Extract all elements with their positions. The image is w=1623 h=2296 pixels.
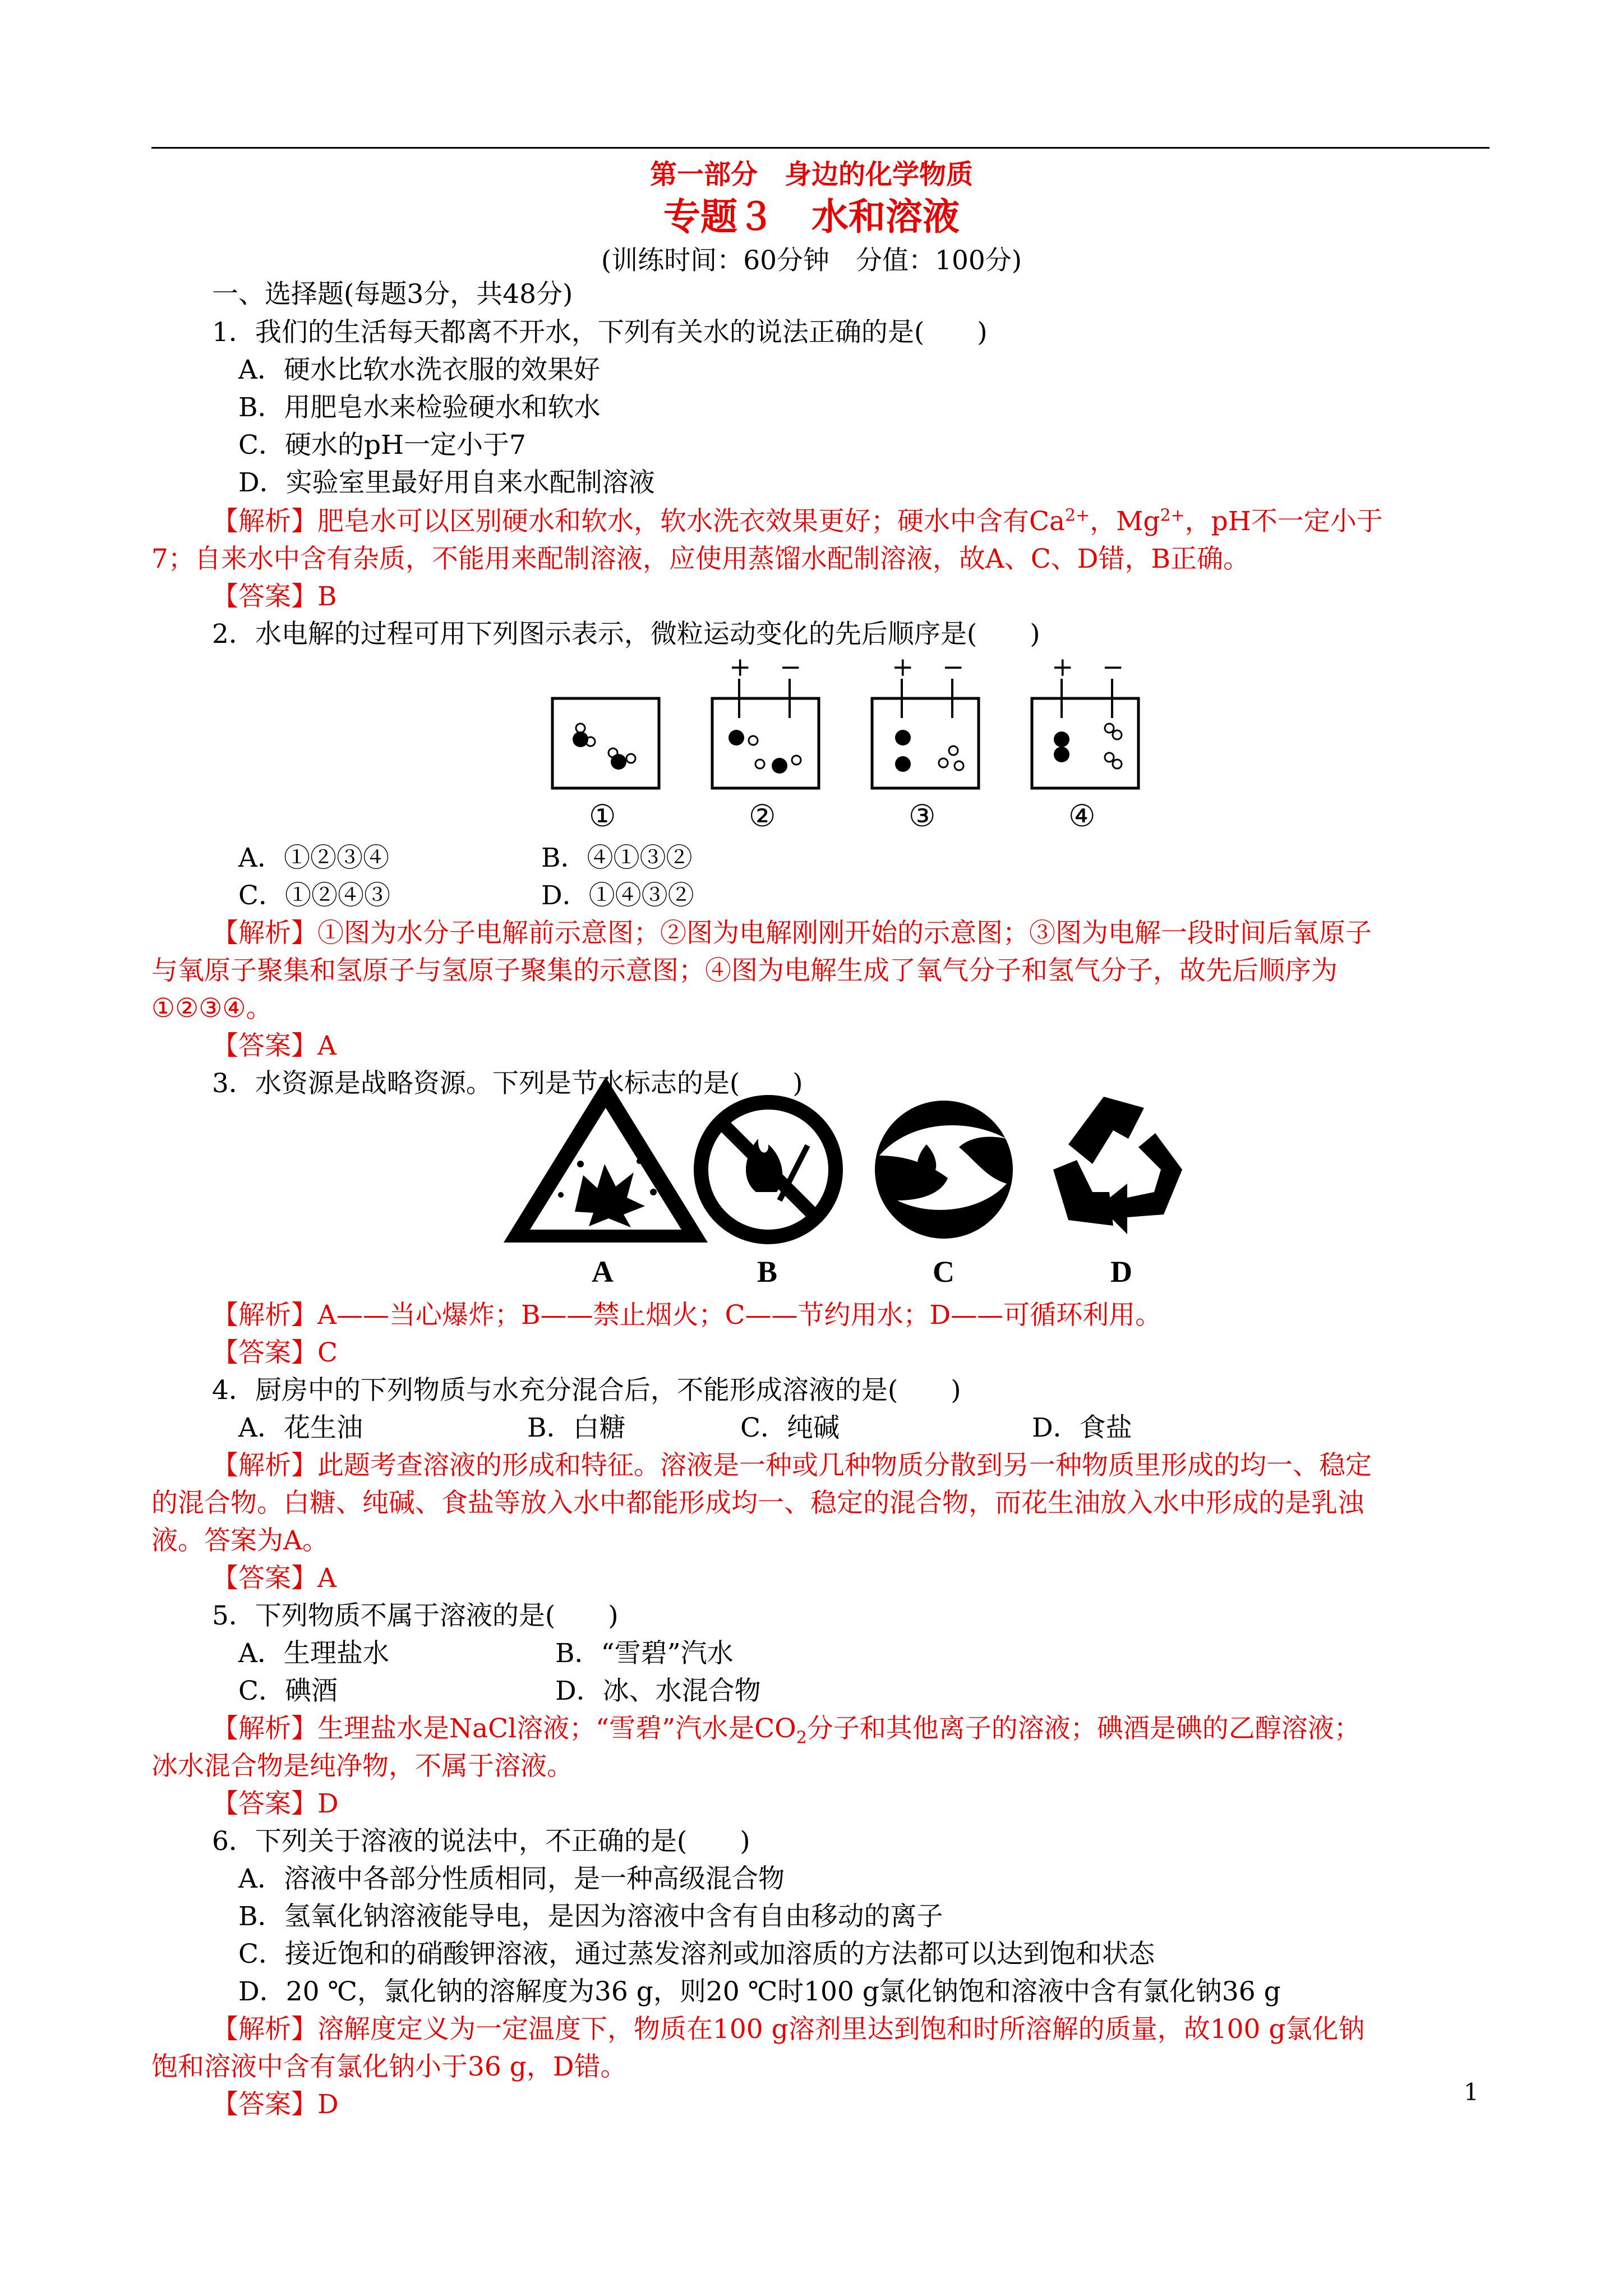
- q6-option-c: C．接近饱和的硝酸钾溶液，通过蒸发溶剂或加溶质的方法都可以达到饱和状态: [238, 1939, 1155, 1970]
- q6-option-b: B．氢氧化钠溶液能导电，是因为溶液中含有自由移动的离子: [238, 1901, 943, 1932]
- q1-option-c: C．硬水的pH一定小于7: [238, 430, 526, 461]
- figure-label-1: ①: [589, 798, 616, 834]
- q4-stem: 4．厨房中的下列物质与水充分混合后，不能形成溶液的是( ): [212, 1375, 961, 1406]
- box3-plus: +: [892, 652, 914, 683]
- q2-option-b: B．④①③②: [541, 843, 693, 873]
- q5-option-b: B．“雪碧”汽水: [555, 1638, 734, 1669]
- icon-label-c: C: [933, 1255, 955, 1289]
- q1-stem: 1．我们的生活每天都离不开水，下列有关水的说法正确的是( ): [212, 317, 988, 348]
- q5-analysis-line-1: 【解析】生理盐水是NaCl溶液；“雪碧”汽水是$CO_2$分子和其他离子的溶液；碘酒是碘的乙醇溶液；: [212, 1713, 1361, 1748]
- q4-option-a: A．花生油: [238, 1412, 363, 1443]
- topic-title: 专题３ 水和溶液: [663, 195, 960, 238]
- q5-option-a: A．生理盐水: [238, 1638, 389, 1669]
- page-number: 1: [1464, 2078, 1479, 2106]
- q2-analysis-line-2: 与氧原子聚集和氢原子与氢原子聚集的示意图；④图为电解生成了氧气分子和氢气分子，故先后顺序为: [151, 955, 1338, 986]
- q1-option-b: B．用肥皂水来检验硬水和软水: [238, 392, 601, 423]
- q4-analysis-line-1: 【解析】此题考查溶液的形成和特征。溶液是一种或几种物质分散到另一种物质里形成的均一、稳定: [212, 1450, 1372, 1481]
- q1-option-d: D．实验室里最好用自来水配制溶液: [238, 467, 655, 498]
- q2-option-c: C．①②④③: [238, 880, 390, 911]
- q3-stem: 3．水资源是战略资源。下列是节水标志的是( ): [212, 1068, 803, 1099]
- q4-option-c: C．纯碱: [740, 1412, 840, 1443]
- q2-option-a: A．①②③④: [238, 843, 389, 873]
- q1-analysis-line-2: 7；自来水中含有杂质，不能用来配制溶液，应使用蒸馏水配制溶液，故A、C、D错，B正确。: [151, 544, 1250, 574]
- box3-minus: −: [942, 652, 965, 683]
- electrolysis-box-4: [1032, 679, 1138, 788]
- q6-answer: 【答案】D: [212, 2089, 339, 2120]
- box2-plus: +: [729, 652, 751, 683]
- q2-analysis-line-3: ①②③④。: [151, 993, 273, 1024]
- q1-option-a: A．硬水比软水洗衣服的效果好: [238, 355, 600, 385]
- figure-label-3: ③: [909, 798, 936, 834]
- no-fire-icon: [701, 1102, 836, 1237]
- q1-analysis-line-1: 【解析】肥皂水可以区别硬水和软水，软水洗衣效果更好；硬水中含有$Ca^{2+}$，$Mg^{2+}$，pH不一定小于: [212, 505, 1383, 537]
- q4-option-b: B．白糖: [527, 1412, 626, 1443]
- electrolysis-box-2: [712, 679, 819, 788]
- figure-label-2: ②: [749, 798, 776, 834]
- q1-answer: 【答案】B: [212, 581, 337, 612]
- q5-option-c: C．碘酒: [238, 1676, 338, 1706]
- q3-analysis: 【解析】A——当心爆炸；B——禁止烟火；C——节约用水；D——可循环利用。: [212, 1300, 1162, 1331]
- q3-answer: 【答案】C: [212, 1337, 338, 1368]
- q4-answer: 【答案】A: [212, 1563, 336, 1594]
- water-saving-icon: [875, 1101, 1013, 1239]
- box4-plus: +: [1052, 652, 1074, 683]
- q6-analysis-line-2: 饱和溶液中含有氯化钠小于36 g，D错。: [151, 2051, 627, 2082]
- training-meta: (训练时间：60分钟 分值：100分): [601, 245, 1022, 276]
- q4-analysis-line-2: 的混合物。白糖、纯碱、食盐等放入水中都能形成均一、稳定的混合物，而花生油放入水中形成的是乳浊: [151, 1488, 1364, 1519]
- q2-answer: 【答案】A: [212, 1030, 336, 1061]
- q5-stem: 5．下列物质不属于溶液的是( ): [212, 1600, 619, 1631]
- box4-minus: −: [1102, 652, 1124, 683]
- icon-label-a: A: [592, 1255, 614, 1289]
- q6-analysis-line-1: 【解析】溶解度定义为一定温度下，物质在100 g溶剂里达到饱和时所溶解的质量，故100 g氯化钠: [212, 2014, 1365, 2045]
- figure-label-4: ④: [1068, 798, 1096, 834]
- q5-option-d: D．冰、水混合物: [555, 1676, 761, 1706]
- explosion-warning-icon: [504, 1077, 708, 1243]
- box2-minus: −: [780, 652, 802, 683]
- q6-stem: 6．下列关于溶液的说法中，不正确的是( ): [212, 1826, 750, 1857]
- icon-label-b: B: [757, 1255, 778, 1289]
- q4-option-d: D．食盐: [1032, 1412, 1132, 1443]
- q2-option-d: D．①④③②: [541, 880, 694, 911]
- electrolysis-box-1: [552, 698, 659, 788]
- part-title: 第一部分 身边的化学物质: [649, 159, 973, 190]
- q2-analysis-line-1: 【解析】①图为水分子电解前示意图；②图为电解刚刚开始的示意图；③图为电解一段时间后氧原子: [212, 918, 1372, 949]
- q6-option-d: D．20 ℃，氯化钠的溶解度为36 g，则20 ℃时100 g氯化钠饱和溶液中含有氯化钠36 g: [238, 1976, 1281, 2007]
- section-title: 一、选择题(每题3分，共48分): [212, 279, 573, 310]
- q2-stem: 2．水电解的过程可用下列图示表示，微粒运动变化的先后顺序是( ): [212, 619, 1040, 650]
- q5-analysis-line-2: 冰水混合物是纯净物，不属于溶液。: [151, 1751, 573, 1782]
- recycle-icon: [1053, 1097, 1182, 1234]
- q5-answer: 【答案】D: [212, 1788, 339, 1819]
- q6-option-a: A．溶液中各部分性质相同，是一种高级混合物: [238, 1864, 785, 1894]
- icon-label-d: D: [1110, 1255, 1132, 1289]
- q4-analysis-line-3: 液。答案为A。: [151, 1525, 329, 1556]
- electrolysis-box-3: [872, 679, 979, 788]
